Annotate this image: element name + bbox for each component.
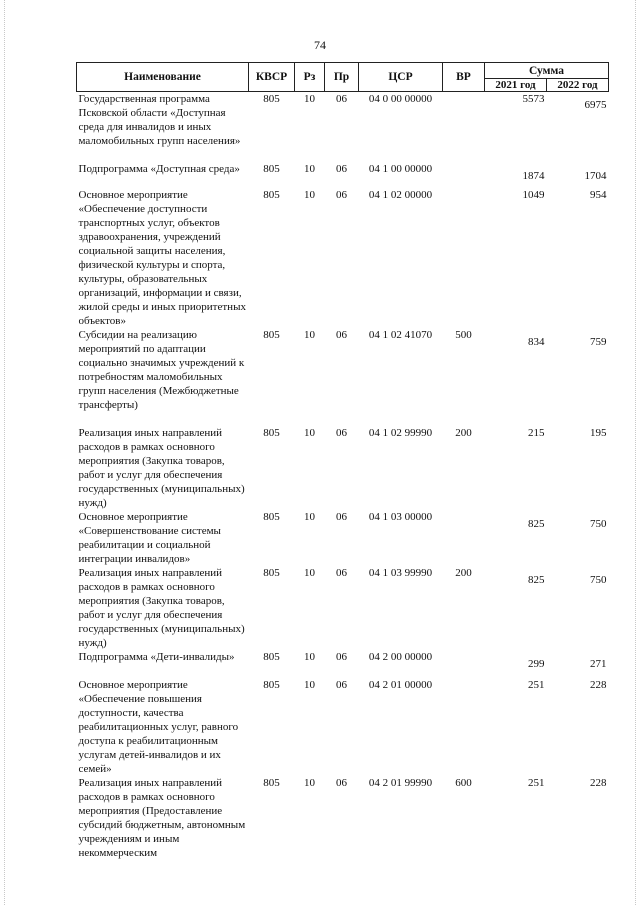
cell-vr (443, 188, 485, 328)
cell-kvsr: 805 (263, 776, 280, 789)
cell-sum-2022: 228 (590, 678, 607, 691)
cell-rz: 10 (304, 776, 315, 789)
cell-sum-2022: 195 (590, 426, 607, 439)
cell-sum-2022: 271 (590, 657, 607, 670)
cell-sum-2021: 251 (528, 678, 545, 691)
cell-name: Подпрограмма «Дети-инвалиды» (78, 650, 235, 663)
cell-name: Основное мероприятие «Обеспечение доступности транспортных услуг, объектов здравоохранения, учреждений социальной защиты населения, физической культуры и спорта, культуры, образовательных организаций, информации и связи, жилой среды и иных приоритетных объектов» (78, 188, 246, 327)
cell-pr: 06 (336, 650, 347, 663)
cell-name: Основное мероприятие «Обеспечение повышения доступности, качества реабилитационных услуг, равного доступа к реабилитационным услугам детей-инвалидов и их семей» (78, 678, 239, 775)
cell-sum-2022: 954 (590, 188, 607, 201)
cell-kvsr: 805 (263, 162, 280, 175)
header-csr: ЦСР (359, 63, 443, 92)
table-row (77, 510, 609, 566)
cell-rz: 10 (304, 650, 315, 663)
cell-sum-2021: 251 (528, 776, 545, 789)
cell-pr: 06 (336, 426, 347, 439)
cell-sum-2021: 299 (528, 657, 545, 670)
header-kvsr: КВСР (249, 63, 295, 92)
cell-rz: 10 (304, 510, 315, 523)
table-row (77, 328, 609, 426)
cell-sum-2021: 1049 (522, 188, 545, 201)
cell-name: Основное мероприятие «Совершенствование системы реабилитации и социальной интеграции инвалидов» (78, 510, 221, 565)
table-row (77, 426, 609, 510)
cell-sum-2022: 228 (590, 776, 607, 789)
cell-vr: 200 (455, 426, 472, 439)
cell-vr: 200 (455, 566, 472, 579)
cell-kvsr: 805 (263, 93, 280, 105)
cell-sum-2021: 834 (528, 335, 545, 348)
budget-table (76, 62, 609, 866)
table-row (77, 678, 609, 776)
cell-csr: 04 2 01 99990 (368, 776, 433, 789)
cell-rz: 10 (304, 162, 315, 175)
cell-csr: 04 1 02 41070 (368, 328, 433, 341)
table-row (77, 650, 609, 678)
header-pr: Пр (325, 63, 359, 92)
header-sum: Сумма (485, 63, 609, 79)
cell-rz: 10 (304, 678, 315, 691)
table-row (77, 566, 609, 650)
cell-pr: 06 (336, 776, 347, 789)
cell-sum-2021: 825 (528, 573, 545, 586)
cell-pr: 06 (336, 162, 347, 175)
cell-csr: 04 1 02 00000 (368, 188, 433, 201)
cell-name: Государственная программа Псковской области «Доступная среда для инвалидов и иных маломобильных групп населения» (78, 93, 241, 147)
cell-name: Подпрограмма «Доступная среда» (78, 162, 240, 175)
cell-rz: 10 (304, 328, 315, 341)
cell-rz: 10 (304, 188, 315, 201)
cell-name: Реализация иных направлений расходов в рамках основного мероприятия (Предоставление субсидий бюджетным, автономным учреждениям и иным некоммерческим (78, 776, 246, 859)
cell-kvsr: 805 (263, 510, 280, 523)
cell-rz: 10 (304, 426, 315, 439)
table-body (77, 92, 609, 866)
scan-edge-right (635, 0, 637, 905)
cell-vr: 600 (455, 776, 472, 789)
cell-sum-2022: 759 (590, 335, 607, 348)
table-row (77, 188, 609, 328)
table-header (77, 63, 609, 92)
cell-rz: 10 (304, 93, 315, 105)
header-name: Наименование (77, 63, 249, 92)
cell-csr: 04 2 01 00000 (368, 678, 433, 691)
cell-vr (443, 162, 485, 188)
cell-sum-2022: 750 (590, 573, 607, 586)
cell-sum-2021: 825 (528, 517, 545, 530)
cell-vr (443, 510, 485, 566)
cell-rz: 10 (304, 566, 315, 579)
cell-pr: 06 (336, 328, 347, 341)
cell-sum-2022: 1704 (584, 169, 607, 182)
cell-csr: 04 0 00 00000 (368, 93, 433, 105)
cell-sum-2021: 215 (528, 426, 545, 439)
cell-name: Субсидии на реализацию мероприятий по адаптации социально значимых учреждений к потребностям маломобильных групп населения (Межбюджетные трансферты) (78, 328, 245, 411)
cell-pr: 06 (336, 93, 347, 105)
cell-kvsr: 805 (263, 650, 280, 663)
cell-name: Реализация иных направлений расходов в рамках основного мероприятия (Закупка товаров, работ и услуг для обеспечения государственных (муниципальных) нужд) (78, 426, 245, 509)
cell-vr (443, 92, 485, 162)
cell-csr: 04 1 00 00000 (368, 162, 433, 175)
header-year-2021: 2021 год (485, 79, 547, 92)
cell-kvsr: 805 (263, 426, 280, 439)
header-rz: Рз (295, 63, 325, 92)
cell-csr: 04 1 03 00000 (368, 510, 433, 523)
cell-kvsr: 805 (263, 566, 280, 579)
cell-vr (443, 678, 485, 776)
cell-kvsr: 805 (263, 328, 280, 341)
cell-pr: 06 (336, 188, 347, 201)
cell-sum-2021: 5573 (522, 93, 545, 105)
cell-pr: 06 (336, 566, 347, 579)
table-row (77, 776, 609, 866)
cell-name: Реализация иных направлений расходов в рамках основного мероприятия (Закупка товаров, работ и услуг для обеспечения государственных (муниципальных) нужд) (78, 566, 245, 649)
table-row (77, 162, 609, 188)
scan-edge-left (4, 0, 6, 905)
header-year-2022: 2022 год (547, 79, 609, 92)
cell-sum-2021: 1874 (522, 169, 545, 182)
cell-vr (443, 650, 485, 678)
cell-csr: 04 2 00 00000 (368, 650, 433, 663)
cell-csr: 04 1 02 99990 (368, 426, 433, 439)
table-row (77, 92, 609, 162)
cell-sum-2022: 750 (590, 517, 607, 530)
cell-csr: 04 1 03 99990 (368, 566, 433, 579)
cell-vr: 500 (455, 328, 472, 341)
cell-kvsr: 805 (263, 188, 280, 201)
cell-pr: 06 (336, 510, 347, 523)
header-vr: ВР (443, 63, 485, 92)
cell-kvsr: 805 (263, 678, 280, 691)
cell-pr: 06 (336, 678, 347, 691)
cell-sum-2022: 6975 (584, 99, 607, 111)
page-number: 74 (314, 38, 326, 52)
